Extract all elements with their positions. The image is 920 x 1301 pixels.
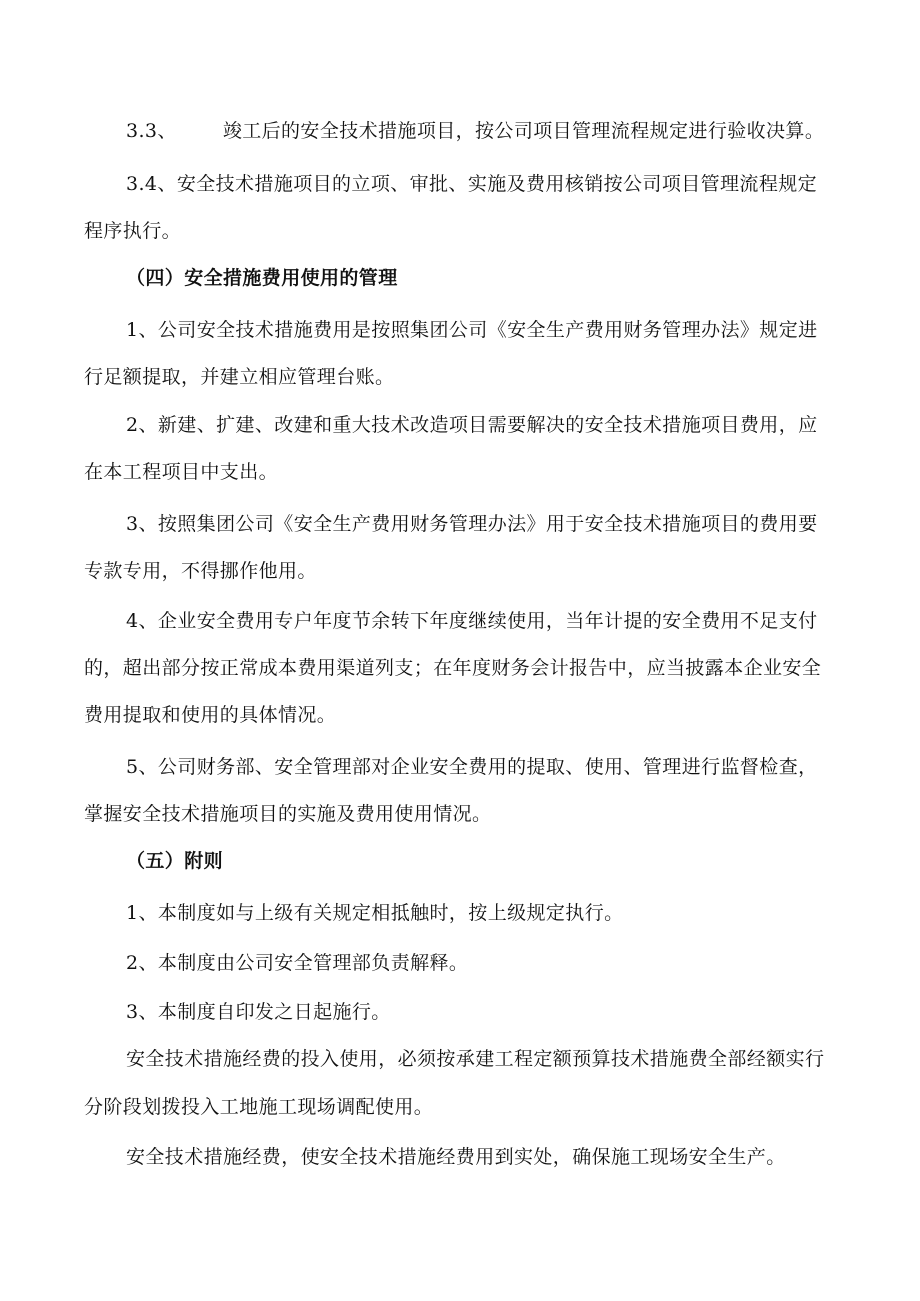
paragraph-3-3 [126,118,824,144]
item-4-line3: 费用提取和使用的具体情况。 [84,704,337,726]
item-1-line1: 1、公司安全技术措施费用是按照集团公司《安全生产费用财务管理办法》规定进 [126,319,818,341]
section-heading-4: （四）安全措施费用使用的管理 [126,267,398,289]
item-5-line1: 5、公司财务部、安全管理部对企业安全费用的提取、使用、管理进行监督检查， [126,756,818,778]
clause-text: 竣工后的安全技术措施项目，按公司项目管理流程规定进行验收决算。 [222,120,825,142]
rule-2: 2、本制度由公司安全管理部负责解释。 [126,952,469,974]
item-5-line2: 掌握安全技术措施项目的实施及费用使用情况。 [84,803,492,825]
clause-number: 3.3、 [126,120,177,142]
funding-paragraph-line2: 分阶段划拨投入工地施工现场调配使用。 [84,1096,434,1118]
paragraph-3-4-line2: 程序执行。 [84,220,182,242]
item-2-line2: 在本工程项目中支出。 [84,461,279,483]
funding-paragraph-line1: 安全技术措施经费的投入使用，必须按承建工程定额预算技术措施费全部经额实行 [126,1048,825,1070]
item-3-line1: 3、按照集团公司《安全生产费用财务管理办法》用于安全技术措施项目的费用要 [126,513,818,535]
rule-3: 3、本制度自印发之日起施行。 [126,1001,391,1023]
item-2-line1: 2、新建、扩建、改建和重大技术改造项目需要解决的安全技术措施项目费用，应 [126,414,818,436]
item-1-line2: 行足额提取，并建立相应管理台账。 [84,366,395,388]
item-4-line1: 4、企业安全费用专户年度节余转下年度继续使用，当年计提的安全费用不足支付 [126,610,818,632]
item-3-line2: 专款专用，不得挪作他用。 [84,560,317,582]
paragraph-3-4-line1: 3.4、安全技术措施项目的立项、审批、实施及费用核销按公司项目管理流程规定 [126,173,818,195]
section-heading-5: （五）附则 [126,850,224,872]
item-4-line2: 的，超出部分按正常成本费用渠道列支；在年度财务会计报告中，应当披露本企业安全 [84,657,822,679]
rule-1: 1、本制度如与上级有关规定相抵触时，按上级规定执行。 [126,902,624,924]
closing-paragraph: 安全技术措施经费，使安全技术措施经费用到实处，确保施工现场安全生产。 [126,1146,786,1168]
